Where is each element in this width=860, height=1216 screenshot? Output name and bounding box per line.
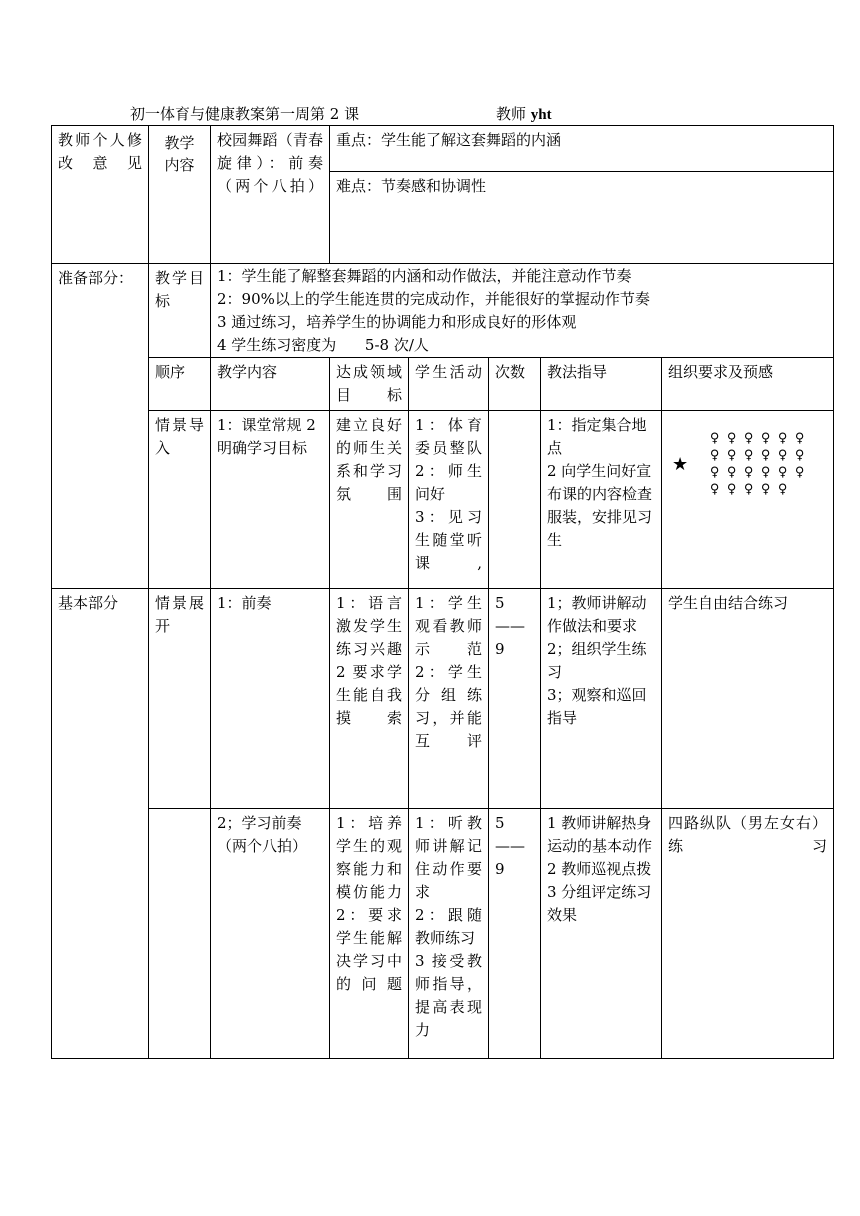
row-content: 1：前奏 [211, 589, 330, 809]
formation-cell [662, 411, 834, 589]
lesson-plan-table [51, 125, 834, 1059]
teacher-name: yht [530, 107, 552, 123]
table-row [52, 589, 834, 809]
row-goal: 1：培养学生的观察能力和模仿能力 2：要求学生能解决学习中的问题 [330, 809, 409, 1059]
col-header-requirement: 组织要求及预感 [662, 358, 834, 411]
key-point: 重点：学生能了解这套舞蹈的内涵 [336, 131, 562, 149]
goal-label: 教学目标 [155, 269, 204, 310]
modify-opinion-cell [52, 126, 149, 264]
content-label: 教学内容 [164, 134, 195, 174]
goals-cell [211, 264, 834, 358]
student-icon: ♀ [777, 448, 788, 463]
student-icon: ♀ [709, 482, 720, 497]
lesson-title: 初一体育与健康教案第一周第 2 课 [130, 105, 360, 123]
student-icon: ♀ [709, 431, 720, 446]
prep-section-cell [52, 264, 149, 589]
basic-section-label: 基本部分 [58, 594, 119, 612]
row-activity: 1：听教师讲解记住动作要求 2：跟随教师练习 3 接受教师指导，提高表现力 [409, 809, 489, 1059]
row-goal: 建立良好的师生关系和学习氛围 [330, 411, 409, 589]
content-label-cell [149, 126, 211, 264]
table-row [52, 809, 834, 1059]
goal-label-cell [149, 264, 211, 358]
student-icon: ♀ [743, 465, 754, 480]
row-requirement: 四路纵队（男左女右）练习 [662, 809, 834, 1059]
row-count: 5 ——9 [489, 809, 541, 1059]
student-icon: ♀ [709, 465, 720, 480]
row-activity: 1：学生观看教师示范 2：学生分组练习，并能互评 [409, 589, 489, 809]
row-content: 2；学习前奏（两个八拍） [211, 809, 330, 1059]
student-icon: ♀ [777, 482, 788, 497]
student-icon: ♀ [726, 482, 737, 497]
row-method: 1：指定集合地点 2 向学生问好宣布课的内容检查服装，安排见习生 [541, 411, 662, 589]
goal-item: 1：学生能了解整套舞蹈的内涵和动作做法，并能注意动作节奏 [217, 267, 632, 285]
student-icon: ♀ [777, 431, 788, 446]
col-header-activity: 学生活动 [409, 358, 489, 411]
basic-section-cell [52, 589, 149, 1059]
modify-opinion-label: 教师个人修改意见 [58, 131, 142, 172]
student-icon: ♀ [777, 465, 788, 480]
table-row [52, 411, 834, 589]
row-order [149, 809, 211, 1059]
col-header-count: 次数 [489, 358, 541, 411]
col-header-order: 顺序 [149, 358, 211, 411]
student-icon: ♀ [760, 465, 771, 480]
teacher-info [496, 104, 552, 125]
student-icon: ♀ [743, 448, 754, 463]
col-header-method: 教法指导 [541, 358, 662, 411]
key-point-cell [330, 126, 834, 172]
row-count [489, 411, 541, 589]
student-icon: ♀ [726, 465, 737, 480]
goal-item: 4 学生练习密度为 5-8 次/人 [217, 336, 429, 354]
page-title [130, 104, 730, 124]
student-icon: ♀ [794, 448, 805, 463]
student-formation [706, 430, 808, 498]
student-icon: ♀ [794, 465, 805, 480]
row-order: 情景展开 [149, 589, 211, 809]
student-icon: ♀ [743, 482, 754, 497]
difficult-point-cell [330, 172, 834, 264]
student-icon: ♀ [760, 482, 771, 497]
row-order: 情景导入 [149, 411, 211, 589]
goal-item: 3 通过练习，培养学生的协调能力和形成良好的形体观 [217, 313, 577, 331]
student-icon: ♀ [760, 448, 771, 463]
row-content: 1：课堂常规 2 明确学习目标 [211, 411, 330, 589]
student-icon: ♀ [743, 431, 754, 446]
goal-item: 2：90%以上的学生能连贯的完成动作，并能很好的掌握动作节奏 [217, 290, 650, 308]
row-method: 1 教师讲解热身运动的基本动作 2 教师巡视点拨 3 分组评定练习效果 [541, 809, 662, 1059]
row-count: 5 ——9 [489, 589, 541, 809]
student-icon: ♀ [726, 431, 737, 446]
row-activity: 1：体育委员整队 2：师生问好 3：见习生随堂听课, [409, 411, 489, 589]
student-icon: ♀ [709, 448, 720, 463]
formation-diagram [668, 414, 827, 514]
student-icon: ♀ [726, 448, 737, 463]
teacher-star-icon: ★ [672, 453, 689, 475]
student-icon: ♀ [794, 431, 805, 446]
lesson-topic: 校园舞蹈（青春旋律）：前奏（两个八拍） [217, 131, 323, 195]
row-goal: 1：语言激发学生练习兴趣 2 要求学生能自我摸索 [330, 589, 409, 809]
row-requirement: 学生自由结合练习 [662, 589, 834, 809]
col-header-goal: 达成领域目标 [330, 358, 409, 411]
col-header-content: 教学内容 [211, 358, 330, 411]
difficult-point: 难点：节奏感和协调性 [336, 177, 487, 195]
row-method: 1；教师讲解动作做法和要求 2；组织学生练习 3；观察和巡回指导 [541, 589, 662, 809]
prep-section-label: 准备部分： [58, 269, 134, 287]
teacher-label: 教师 [496, 105, 527, 123]
lesson-topic-cell [211, 126, 330, 264]
student-icon: ♀ [760, 431, 771, 446]
student-icon [791, 481, 808, 498]
